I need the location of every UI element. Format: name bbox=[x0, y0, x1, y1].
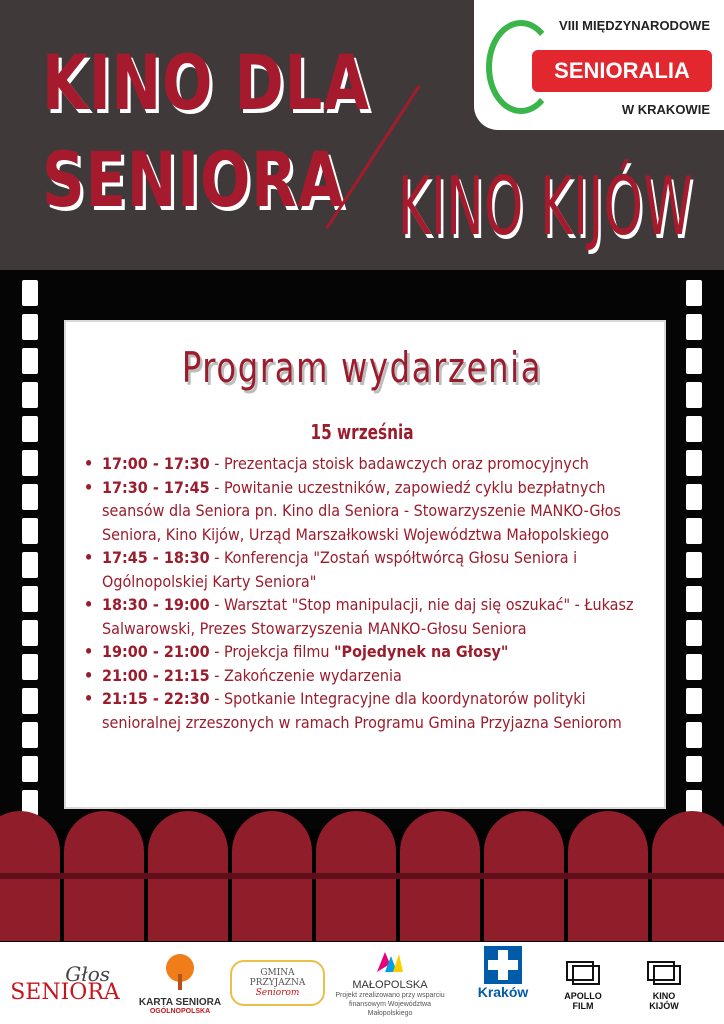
krakow-logo: Kraków bbox=[468, 946, 538, 1000]
badge-top-text: VIII MIĘDZYNARODOWE bbox=[559, 18, 710, 33]
malopolska-icon bbox=[375, 948, 405, 974]
title-kino-dla: KINO DLA bbox=[42, 38, 370, 127]
list-item: • 18:30 - 19:00 - Warsztat "Stop manipulacji, nie daj się oszukać" - Łukasz Salwarowski, Prezes Stowarzyszenia MANKO-Głosu Seniora bbox=[80, 593, 650, 640]
list-item: • 17:45 - 18:30 - Konferencja "Zostań współtwórcą Głosu Seniora i Ogólnopolskiej Karty Seniora" bbox=[80, 546, 650, 593]
malopolska-logo: MAŁOPOLSKA Projekt zrealizowano przy wsparciu finansowym Województwa Małopolskiego bbox=[330, 948, 450, 1018]
list-item: • 17:00 - 17:30 - Prezentacja stoisk badawczych oraz promocyjnych bbox=[80, 452, 650, 476]
seat-row-line bbox=[0, 873, 724, 879]
film-hole bbox=[22, 518, 38, 544]
film-hole bbox=[22, 654, 38, 680]
film-hole bbox=[686, 722, 702, 748]
film-hole bbox=[22, 552, 38, 578]
film-hole bbox=[686, 654, 702, 680]
film-hole bbox=[22, 756, 38, 782]
kino-kijow-logo: KINO KIJÓW bbox=[624, 958, 704, 1011]
film-hole bbox=[22, 348, 38, 374]
footer-logos bbox=[0, 942, 724, 1024]
film-hole bbox=[686, 416, 702, 442]
film-hole bbox=[686, 620, 702, 646]
film-hole bbox=[686, 552, 702, 578]
film-hole bbox=[686, 688, 702, 714]
krakow-icon bbox=[484, 946, 522, 984]
film-hole bbox=[22, 416, 38, 442]
list-item: • 17:30 - 17:45 - Powitanie uczestników, zapowiedź cyklu bezpłatnych seansów dla Seniora pn. Kino dla Seniora - Stowarzyszenie MANKO-Głos Seniora, Kino Kijów, Urząd Marszałkowski Województwa Małopolskiego bbox=[80, 476, 650, 547]
apollo-film-icon bbox=[563, 958, 603, 986]
film-hole bbox=[686, 484, 702, 510]
film-hole bbox=[22, 688, 38, 714]
film-hole bbox=[22, 280, 38, 306]
header-band bbox=[0, 0, 724, 270]
film-hole bbox=[22, 620, 38, 646]
cinema-seats bbox=[0, 805, 724, 945]
film-hole bbox=[22, 586, 38, 612]
program-list bbox=[80, 452, 650, 734]
badge-brand: SENIORALIA bbox=[532, 50, 712, 92]
title-kino-kijow: KINO KIJÓW bbox=[398, 160, 694, 253]
film-hole bbox=[686, 518, 702, 544]
film-hole bbox=[686, 756, 702, 782]
film-hole bbox=[22, 484, 38, 510]
list-item: • 19:00 - 21:00 - Projekcja filmu "Pojedynek na Głosy" bbox=[80, 640, 650, 664]
program-date: 15 września bbox=[310, 420, 414, 444]
glos-seniora-logo: Głos SENIORA bbox=[10, 962, 120, 1005]
film-hole bbox=[22, 382, 38, 408]
apollo-film-logo: APOLLO FILM bbox=[548, 958, 618, 1011]
list-item: • 21:15 - 22:30 - Spotkanie Integracyjne dla koordynatorów polityki senioralnej zrzeszonych w ramach Programu Gmina Przyjazna Seniorom bbox=[80, 687, 650, 734]
film-hole bbox=[686, 348, 702, 374]
karta-seniora-logo: KARTA SENIORA OGÓLNOPOLSKA bbox=[130, 952, 230, 1015]
kino-kijow-icon bbox=[644, 958, 684, 986]
film-hole bbox=[686, 314, 702, 340]
senioralia-badge bbox=[474, 0, 724, 130]
title-seniora: SENIORA bbox=[42, 135, 345, 224]
tree-icon bbox=[155, 952, 205, 992]
film-hole bbox=[686, 382, 702, 408]
film-hole bbox=[686, 586, 702, 612]
gmina-przyjazna-logo: GMINA PRZYJAZNA Seniorom bbox=[230, 960, 325, 1006]
film-hole bbox=[686, 450, 702, 476]
film-hole bbox=[686, 280, 702, 306]
film-hole bbox=[22, 722, 38, 748]
film-hole bbox=[22, 450, 38, 476]
film-hole bbox=[22, 314, 38, 340]
list-item: • 21:00 - 21:15 - Zakończenie wydarzenia bbox=[80, 664, 650, 688]
program-heading: Program wydarzenia bbox=[181, 343, 543, 392]
badge-bottom-text: W KRAKOWIE bbox=[621, 102, 710, 117]
